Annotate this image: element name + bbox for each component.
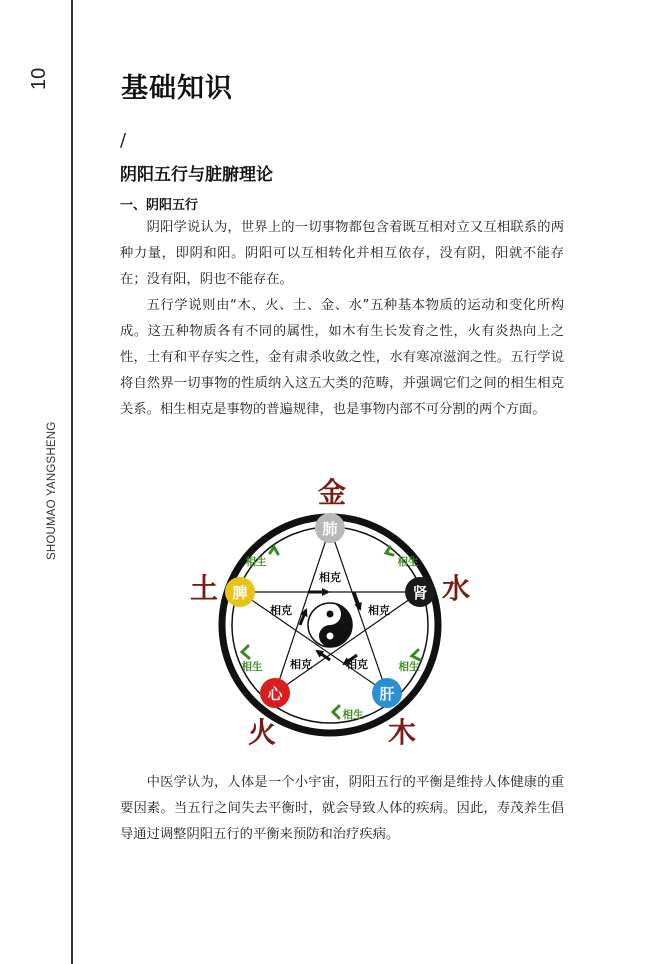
yin-yang-icon [308,603,352,647]
generate-arrow-top-left-icon [270,547,278,554]
generate-label-right: 相生 [398,661,420,673]
restrain-label-right: 相克 [368,604,390,617]
chapter-title: 基础知识 [121,73,233,104]
paragraph-tcm: 中医学认为，人体是一个小宇宙，阴阳五行的平衡是维持人体健康的重要因素。当五行之间失去平衡时，就会导致人体的疾病。因此，寿茂养生倡导通过调整阴阳五行的平衡来预防和治疗疾病。 [120,775,564,842]
restrain-label-top: 相克 [319,571,341,584]
restrain-label-bottom-right: 相克 [346,658,368,671]
generate-label-top-right: 相生 [397,556,419,568]
element-fire: 火 [247,716,277,749]
element-earth: 土 [189,572,219,605]
paragraph-five-elements: 五行学说则由“木、火、土、金、水”五种基本物质的运动和变化所构成。这五种物质各有不同的属性，如木有生长发育之性，火有炎热向上之性，土有和平存实之性，金有肃杀收敛之性，水有寒凉滋润之性。五行学说将自然界一切事物的性质纳入这五大类的范畴，并强调它们之间的相生相克关系。相生相克是事物的普遍规律，也是事物内部不可分割的两个方面。 [120,298,564,417]
generate-arrow-right-icon [412,650,420,660]
five-elements-diagram [180,470,480,760]
paragraph-yinyang: 阴阳学说认为，世界上的一切事物都包含着既互相对立又互相联系的两种力量，即阴和阳。阴阳可以互相转化并相互依存，没有阴，阳就不能存在；没有阳，阴也不能存在。 [120,220,564,287]
organ-kidney: 肾 [412,584,428,602]
restrain-label-left: 相克 [270,604,292,617]
organ-lung: 肺 [322,520,338,538]
generate-label-bottom: 相生 [342,709,364,721]
restrain-line-liver-spleen [240,592,387,693]
organ-liver: 肝 [379,685,395,703]
organ-heart: 心 [267,685,283,703]
subsection-title: 一、阴阳五行 [120,198,199,213]
generate-arrow-bottom-icon [333,706,339,718]
generate-label-top-left: 相生 [245,556,267,568]
section-title: 阴阳五行与脏腑理论 [120,165,273,185]
restrain-arrow-left [300,610,306,625]
generate-label-left: 相生 [241,661,263,673]
section-slash: / [120,130,127,151]
element-water: 水 [441,572,471,605]
organ-spleen: 脾 [232,584,248,602]
element-wood: 木 [387,716,417,749]
generate-arrow-left-icon [242,646,249,658]
margin-rule [71,0,73,964]
running-header: SHOUMAO YANGSHENG [46,421,58,560]
restrain-label-bottom-left: 相克 [290,658,312,671]
element-metal: 金 [317,476,347,509]
restrain-line-kidney-heart [275,592,420,693]
